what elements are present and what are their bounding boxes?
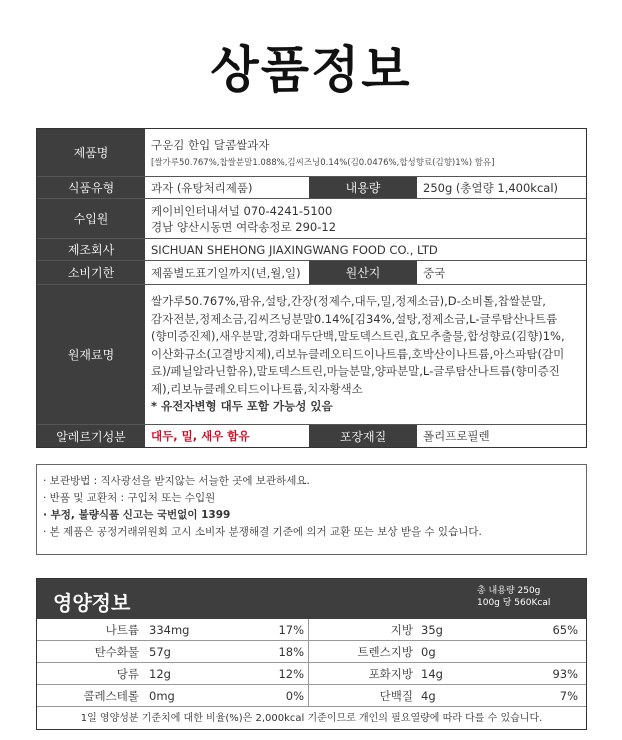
- food-type-value: 과자 (유탕처리제품): [151, 180, 253, 195]
- nutrient-value: 57g: [149, 644, 171, 659]
- allergy-value: 대두, 밀, 새우 함유: [151, 429, 250, 443]
- manufacturer-label: 제조회사: [37, 239, 145, 260]
- importer-line2: 경남 양산시동면 여락송정로 290-12: [151, 219, 337, 234]
- nutrition-title: 영양정보: [53, 591, 131, 615]
- nutrient-percent: 12%: [269, 663, 309, 684]
- nutrient-name: 트렌스지방: [357, 644, 413, 659]
- note-report: · 부정, 불량식품 신고는 국번없이 1399: [43, 509, 231, 521]
- row-expiry: [37, 261, 586, 285]
- ingredients-line: 제),리보뉴클레오티드이나트륨,치자황색소: [151, 381, 363, 396]
- packaging-value: 폴리프로필렌: [423, 429, 490, 443]
- nutrient-percent: 65%: [552, 622, 578, 637]
- packaging-label: 포장재질: [309, 425, 417, 447]
- allergy-label: 알레르기성분: [37, 425, 145, 447]
- nutrition-table: [36, 578, 587, 730]
- nutrient-value: 12g: [149, 666, 171, 681]
- nutrient-percent: 93%: [552, 666, 578, 681]
- nutrient-name: 단백질: [379, 688, 413, 703]
- nutrient-name: 탄수화물: [94, 644, 139, 659]
- nutrient-percent: 0%: [269, 685, 309, 706]
- ingredients-label: 원재료명: [37, 285, 145, 424]
- ingredients-cell: [145, 285, 586, 424]
- row-product-name: [37, 129, 586, 177]
- row-ingredients: [37, 285, 586, 425]
- product-name-cell: [145, 129, 586, 176]
- nutrition-row: [37, 619, 586, 641]
- note-returns: · 반품 및 교환처 : 구입처 또는 수입원: [43, 492, 216, 504]
- expiry-value: 제품별도표기일까지(년,월,일): [151, 265, 301, 280]
- nutrient-percent: 7%: [559, 688, 578, 703]
- row-importer: [37, 199, 586, 239]
- nutrient-name: 지방: [390, 622, 413, 637]
- nutrition-total-line1: 총 내용량 250g: [477, 586, 541, 596]
- nutrient-percent: 18%: [269, 641, 309, 662]
- content-value: 250g (총열량 1,400kcal): [423, 180, 559, 195]
- expiry-label: 소비기한: [37, 261, 145, 284]
- nutrient-value: 0mg: [149, 688, 175, 703]
- ingredients-line: 감자전분,정제소금,김씨즈닝분말0.14%[김34%,설탕,정제소금,L-글루탐산나트륨: [151, 311, 558, 326]
- content-label: 내용량: [309, 177, 417, 198]
- nutrient-name: 콜레스테롤: [83, 688, 139, 703]
- nutrient-percent: 17%: [269, 619, 309, 640]
- nutrition-row: [37, 685, 586, 707]
- note-compensation: · 본 제품은 공정거래위원회 고시 소비자 분쟁해결 기준에 의거 교환 또는 보상 받을 수 있습니다.: [43, 526, 482, 538]
- ingredients-line: 료)/페닐알라닌함유),말토덱스트린,마늘분말,양파분말,L-글루탐산나트륨(향미증진: [151, 364, 560, 379]
- nutrient-value: 334mg: [149, 622, 190, 637]
- importer-label: 수입원: [37, 199, 145, 238]
- product-name-value: 구운김 한입 달콤쌀과자: [151, 138, 270, 152]
- importer-cell: [145, 199, 586, 238]
- origin-value: 중국: [423, 265, 446, 280]
- ingredients-line: 이산화규소(고결방지제),리보뉴클레오티드이나트륨,호박산이나트륨,아스파탐(감미: [151, 346, 565, 361]
- gmo-note: * 유전자변형 대두 포함 가능성 있음: [151, 399, 333, 414]
- ingredients-line: 쌀가루50.767%,팜유,설탕,간장(정제수,대두,밀,정제소금),D-소비톨,찹쌀분말,: [151, 294, 546, 309]
- food-type-label: 식품유형: [37, 177, 145, 198]
- nutrition-header: [37, 579, 586, 619]
- row-manufacturer: [37, 239, 586, 261]
- page-title: 상품정보: [210, 41, 412, 99]
- manufacturer-value: SICHUAN SHEHONG JIAXINGWANG FOOD CO., LTD: [151, 242, 438, 257]
- notes-box: [36, 464, 587, 555]
- row-food-type: [37, 177, 586, 199]
- product-name-sub: [쌀가루50.767%,찹쌀분말1.088%,김씨즈닝0.14%(김0.0476%,합성향료(김향)1%) 함유]: [151, 158, 495, 168]
- nutrition-footnote: 1일 영양성분 기준치에 대한 비율(%)은 2,000kcal 기준이므로 개인의 필요열량에 따라 다를 수 있습니다.: [80, 713, 543, 724]
- nutrition-total: [477, 585, 550, 609]
- nutrient-name: 당류: [116, 666, 139, 681]
- nutrient-name: 포화지방: [368, 666, 413, 681]
- nutrient-value: 0g: [421, 644, 436, 659]
- product-name-label: 제품명: [37, 129, 145, 176]
- ingredients-line: (향미증진제),새우분말,경화대두단백,말토덱스트린,효모추출물,합성향료(김향)1%,: [151, 329, 565, 344]
- nutrition-row: [37, 641, 586, 663]
- note-storage: · 보관방법 : 직사광선을 받지않는 서늘한 곳에 보관하세요.: [43, 475, 310, 487]
- nutrient-value: 14g: [421, 666, 443, 681]
- origin-label: 원산지: [309, 261, 417, 284]
- nutrition-row: [37, 663, 586, 685]
- row-allergy: [37, 425, 586, 447]
- nutrient-value: 4g: [421, 688, 436, 703]
- importer-line1: 케이비인터내셔널 070-4241-5100: [151, 203, 333, 218]
- product-info-table: [36, 128, 587, 448]
- nutrient-value: 35g: [421, 622, 443, 637]
- nutrient-name: 나트륨: [105, 622, 139, 637]
- nutrition-total-line2: 100g 당 560Kcal: [477, 598, 551, 608]
